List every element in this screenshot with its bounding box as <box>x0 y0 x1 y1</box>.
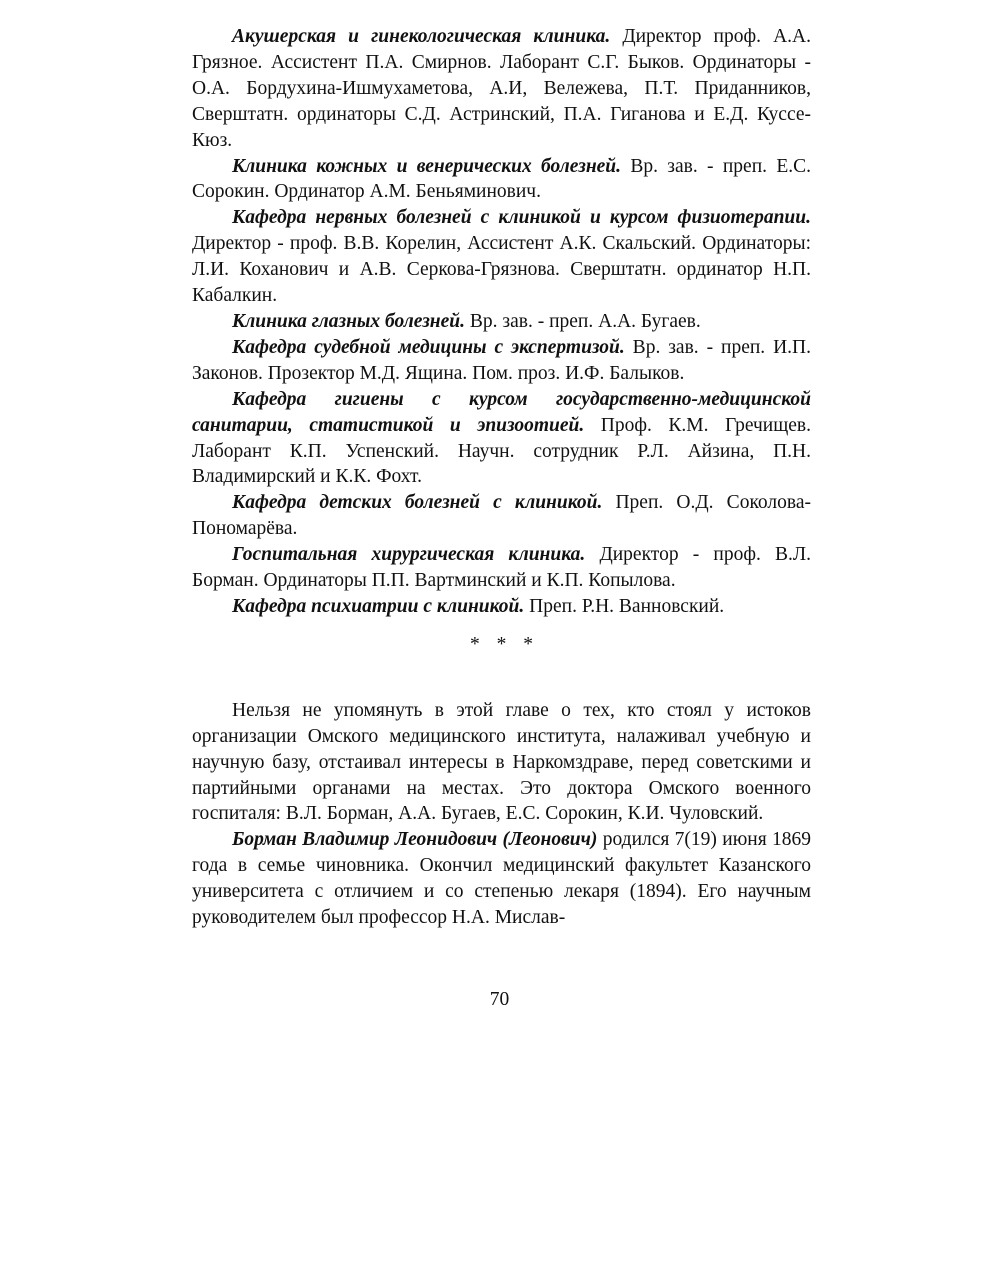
bio-text: родился 7(19) июня 1869 года в семье чиновника. Окончил медицинский факультет Казанского университета с отличием и со степенью лекаря (1894). Его научным руководителем был профессор Н.А. Мислав- <box>192 829 811 929</box>
entry-text: Преп. Р.Н. Ванновский. <box>524 595 725 617</box>
entry-heading: Кафедра судебной медицины с экспертизой. <box>232 336 625 358</box>
entry-text: Директор - проф. В.В. Корелин, Ассистент А.К. Скальский. Ординаторы: Л.И. Коханович и А.В. Серкова-Грязнова. Сверштатн. ординатор Н.П. Кабалкин. <box>192 233 811 307</box>
page-body <box>192 24 811 931</box>
entry-text: Вр. зав. - преп. И.П. Законов. Прозектор М.Д. Ящина. Пом. проз. И.Ф. Балыков. <box>192 336 811 384</box>
entry-heading: Госпитальная хирургическая клиника. <box>232 544 586 566</box>
entry-heading: Акушерская и гинекологическая клиника. <box>232 26 611 47</box>
section-separator: * * * <box>470 633 539 655</box>
spacer <box>192 684 811 698</box>
entry-text: Директор проф. А.А. Грязное. Ассистент П.А. Смирнов. Лаборант С.Г. Быков. Ординаторы - О.А. Бордухина-Ишмухаметова, А.И, Вележева, П.Т. Приданников, Сверштатн. ординаторы С.Д. Астринский, П.А. Гиганова и Е.Д. Куссе-Кюз. <box>192 26 811 151</box>
entry-text: Директор - проф. В.Л. Борман. Ординаторы П.П. Вартминский и К.П. Копылова. <box>192 544 812 592</box>
entry-forensic-department <box>192 335 811 387</box>
entry-ophthalmology-clinic <box>192 309 811 335</box>
entry-dermatology-clinic <box>192 154 811 206</box>
entry-text: Вр. зав. - преп. А.А. Бугаев. <box>465 310 701 332</box>
entry-heading: Кафедра нервных болезней с клиникой и курсом физиотерапии. <box>232 207 811 229</box>
entry-neurology-department <box>192 205 811 309</box>
entry-text: Проф. К.М. Гречищев. Лаборант К.П. Успенский. Научн. сотрудник Р.Л. Айзина, П.Н. Владимирский и К.К. Фохт. <box>192 414 811 488</box>
entry-hospital-surgery-clinic <box>192 542 811 594</box>
page-number: 70 <box>489 989 510 1010</box>
entry-obstetrics-clinic <box>192 24 811 154</box>
bio-paragraph <box>192 827 811 931</box>
entry-text: Вр. зав. - преп. Е.С. Сорокин. Ординатор А.М. Беньяминович. <box>192 155 811 203</box>
entry-heading: Кафедра психиатрии с клиникой. <box>232 595 525 617</box>
entry-pediatrics-department <box>192 490 811 542</box>
entry-heading: Клиника кожных и венерических болезней. <box>232 155 622 177</box>
entry-text: Преп. О.Д. Соколова-Пономарёва. <box>192 492 811 540</box>
entry-heading: Кафедра детских болезней с клиникой. <box>232 492 603 514</box>
entry-psychiatry-department <box>192 594 811 620</box>
entry-heading: Кафедра гигиены с курсом государственно-медицинской санитарии, статистикой и эпизоотией. <box>192 388 811 436</box>
bio-heading: Борман Владимир Леонидович (Леонович) <box>232 829 598 851</box>
intro-paragraph: Нельзя не упомянуть в этой главе о тех, кто стоял у истоков организации Омского медицинского института, налаживал учебную и научную базу, отстаивал интересы в Наркомздраве, перед советскими и партийными органами на местах. Это доктора Омского военного госпиталя: В.Л. Борман, А.А. Бугаев, Е.С. Сорокин, К.И. Чуловский. <box>192 699 811 825</box>
entry-hygiene-department <box>192 387 811 491</box>
entry-heading: Клиника глазных болезней. <box>232 310 466 332</box>
